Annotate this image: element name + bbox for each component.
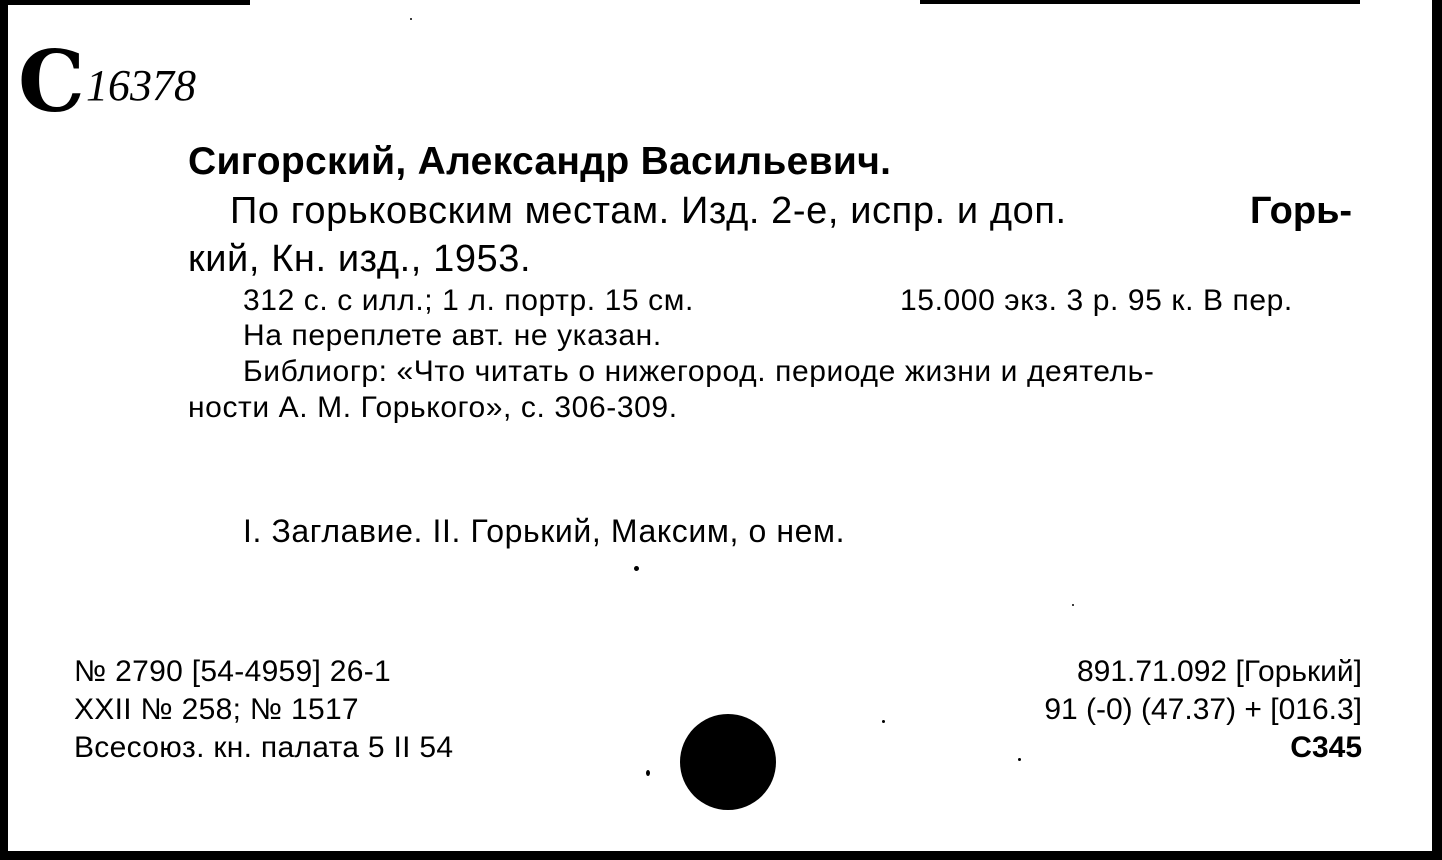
classification-line-1: 891.71.092 [Горький] [1076,655,1362,688]
note-bibliography-line-1: Библиогр: «Что читать о нижегород. периоде жизни и деятель- [243,355,1155,388]
book-chamber-line: Всесоюз. кн. палата 5 II 54 [74,731,454,764]
title-line-2: кий, Кн. изд., 1953. [188,238,532,280]
title-line-1-end: Горь- [1250,190,1353,232]
scan-speck [1018,758,1021,761]
card-border-right [1432,0,1442,860]
card-border-left [0,0,8,860]
author-mark: С345 [1290,731,1362,764]
register-number: XXII № 258; № 1517 [74,693,359,726]
call-number: 16378 [86,61,196,110]
note-bibliography-line-2: ности А. М. Горького», с. 306-309. [188,391,678,424]
title-line-1: По горьковским местам. Изд. 2-е, испр. и доп. [230,190,1067,232]
collation: 312 с. с илл.; 1 л. портр. 15 см. [243,284,694,317]
author-heading: Сигорский, Александр Васильевич. [188,140,892,183]
scan-speck [646,770,650,776]
note-binding: На переплете авт. не указан. [243,319,662,352]
scan-speck [1072,604,1074,606]
scan-speck [410,18,412,20]
scan-speck [882,720,885,723]
scan-speck [634,566,639,571]
print-run-price: 15.000 экз. 3 р. 95 к. В пер. [900,284,1293,317]
card-border-top-left [0,0,250,5]
card-border-top-right [920,0,1360,4]
call-letter: С [18,32,83,131]
punch-hole [680,714,776,810]
card-border-bottom [0,851,1442,860]
tracings: I. Заглавие. II. Горький, Максим, о нем. [243,513,846,549]
record-number: № 2790 [54-4959] 26-1 [74,655,392,688]
classification-line-2: 91 (-0) (47.37) + [016.3] [1044,693,1362,726]
